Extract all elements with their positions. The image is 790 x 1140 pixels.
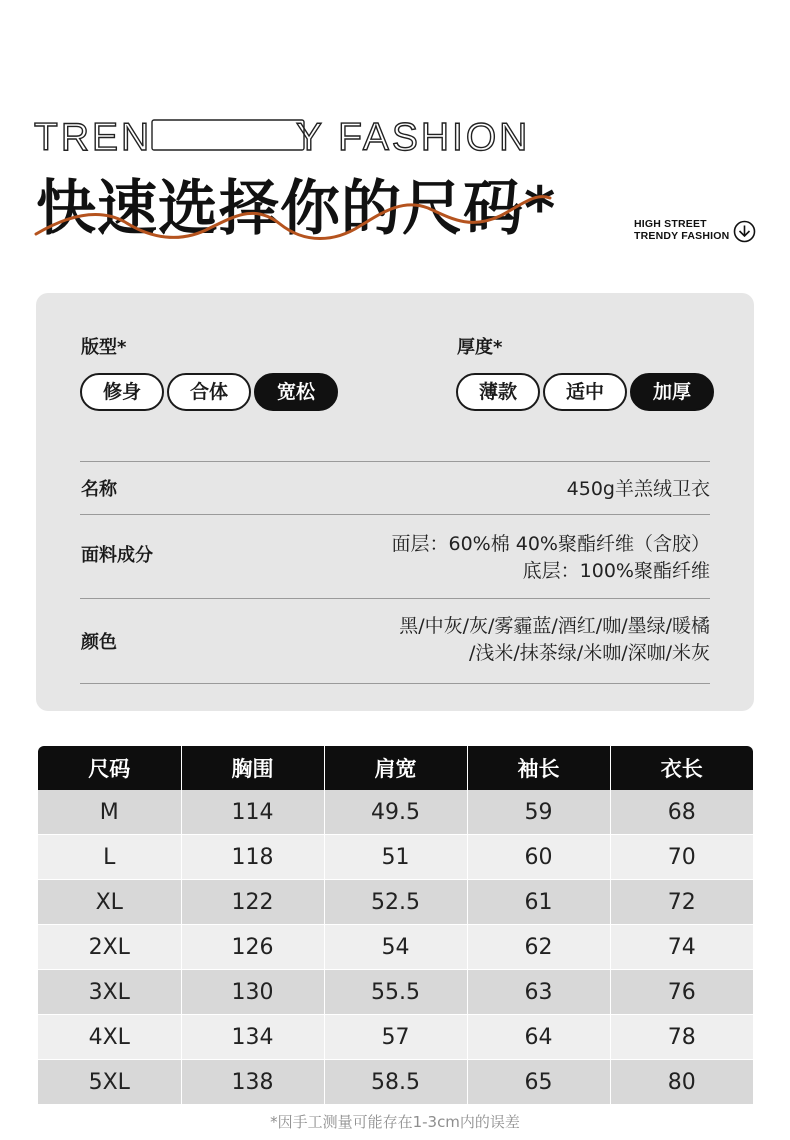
- arrow-down-circle-icon: [733, 220, 756, 243]
- table-cell: 5XL: [38, 1060, 181, 1105]
- name-value: 450g羊羔绒卫衣: [566, 478, 710, 500]
- thickness-option-thick[interactable]: 加厚: [630, 373, 714, 411]
- table-cell: 51: [324, 835, 467, 880]
- column-header-size: 尺码: [38, 746, 181, 790]
- thickness-label: [457, 337, 502, 359]
- table-row: [38, 835, 753, 880]
- fabric-value: [391, 531, 710, 585]
- table-cell: 57: [324, 1015, 467, 1060]
- fit-label: [81, 337, 126, 359]
- table-cell: L: [38, 835, 181, 880]
- table-cell: 72: [610, 880, 753, 925]
- table-cell: 59: [467, 790, 610, 835]
- fabric-label: 面料成分: [81, 545, 153, 566]
- table-cell: 70: [610, 835, 753, 880]
- table-cell: 62: [467, 925, 610, 970]
- name-label: 名称: [81, 479, 117, 500]
- column-header-shoulder: 肩宽: [324, 746, 467, 790]
- high-street-tagline: [634, 218, 729, 242]
- table-cell: 68: [610, 790, 753, 835]
- table-cell: 4XL: [38, 1015, 181, 1060]
- table-row: [38, 1015, 753, 1060]
- table-cell: 74: [610, 925, 753, 970]
- page-title: [36, 172, 556, 246]
- wordmark-bar: [152, 120, 304, 150]
- table-cell: 64: [467, 1015, 610, 1060]
- tagline-line2: TRENDY FASHION: [634, 230, 730, 242]
- divider: [80, 683, 710, 684]
- thickness-option-thin[interactable]: 薄款: [456, 373, 540, 411]
- table-row: [38, 925, 753, 970]
- table-cell: 58.5: [324, 1060, 467, 1105]
- thickness-label-mark: *: [493, 337, 503, 358]
- fabric-line-outer: 面层：60%棉 40%聚酯纤维（含胶）: [391, 533, 710, 555]
- wordmark-right: Y FASHION: [296, 116, 531, 159]
- table-cell: 65: [467, 1060, 610, 1105]
- table-header-row: [38, 746, 753, 790]
- column-header-chest: 胸围: [181, 746, 324, 790]
- table-row: [38, 880, 753, 925]
- table-cell: XL: [38, 880, 181, 925]
- thickness-option-medium[interactable]: 适中: [543, 373, 627, 411]
- table-cell: 60: [467, 835, 610, 880]
- table-cell: 134: [181, 1015, 324, 1060]
- fit-option-loose[interactable]: 宽松: [254, 373, 338, 411]
- fit-label-mark: *: [117, 337, 127, 358]
- table-row: [38, 1060, 753, 1105]
- fit-option-regular[interactable]: 合体: [167, 373, 251, 411]
- table-row: [38, 790, 753, 835]
- table-cell: 3XL: [38, 970, 181, 1015]
- table-cell: 130: [181, 970, 324, 1015]
- size-chart-table: [38, 746, 753, 1105]
- thickness-options: [456, 373, 714, 411]
- color-line2: /浅米/抹茶绿/米咖/深咖/米灰: [468, 642, 710, 664]
- wordmark-left: TREN: [34, 116, 153, 159]
- fit-options: [80, 373, 338, 411]
- table-cell: 52.5: [324, 880, 467, 925]
- product-info-panel: [36, 293, 754, 711]
- table-cell: M: [38, 790, 181, 835]
- table-cell: 76: [610, 970, 753, 1015]
- page-title-mark: *: [524, 174, 557, 244]
- table-cell: 54: [324, 925, 467, 970]
- table-cell: 2XL: [38, 925, 181, 970]
- measurement-footnote: *因手工测量可能存在1-3cm内的误差: [270, 1113, 520, 1131]
- color-label: 颜色: [81, 632, 117, 653]
- tagline-line1: HIGH STREET: [634, 218, 707, 230]
- color-value: [399, 613, 710, 667]
- page-title-text: 快速选择你的尺码: [36, 174, 524, 244]
- table-cell: 138: [181, 1060, 324, 1105]
- table-cell: 55.5: [324, 970, 467, 1015]
- divider: [80, 514, 710, 515]
- table-cell: 63: [467, 970, 610, 1015]
- table-cell: 80: [610, 1060, 753, 1105]
- table-cell: 61: [467, 880, 610, 925]
- divider: [80, 598, 710, 599]
- table-cell: 126: [181, 925, 324, 970]
- trendy-fashion-wordmark: [34, 112, 554, 160]
- fit-label-text: 版型: [81, 337, 117, 358]
- fit-option-slim[interactable]: 修身: [80, 373, 164, 411]
- table-cell: 114: [181, 790, 324, 835]
- thickness-label-text: 厚度: [457, 337, 493, 358]
- column-header-sleeve: 袖长: [467, 746, 610, 790]
- divider: [80, 461, 710, 462]
- fabric-line-inner: 底层：100%聚酯纤维: [522, 560, 710, 582]
- table-cell: 118: [181, 835, 324, 880]
- table-cell: 49.5: [324, 790, 467, 835]
- table-row: [38, 970, 753, 1015]
- table-cell: 122: [181, 880, 324, 925]
- color-line1: 黑/中灰/灰/雾霾蓝/酒红/咖/墨绿/暖橘: [399, 615, 710, 637]
- table-cell: 78: [610, 1015, 753, 1060]
- column-header-length: 衣长: [610, 746, 753, 790]
